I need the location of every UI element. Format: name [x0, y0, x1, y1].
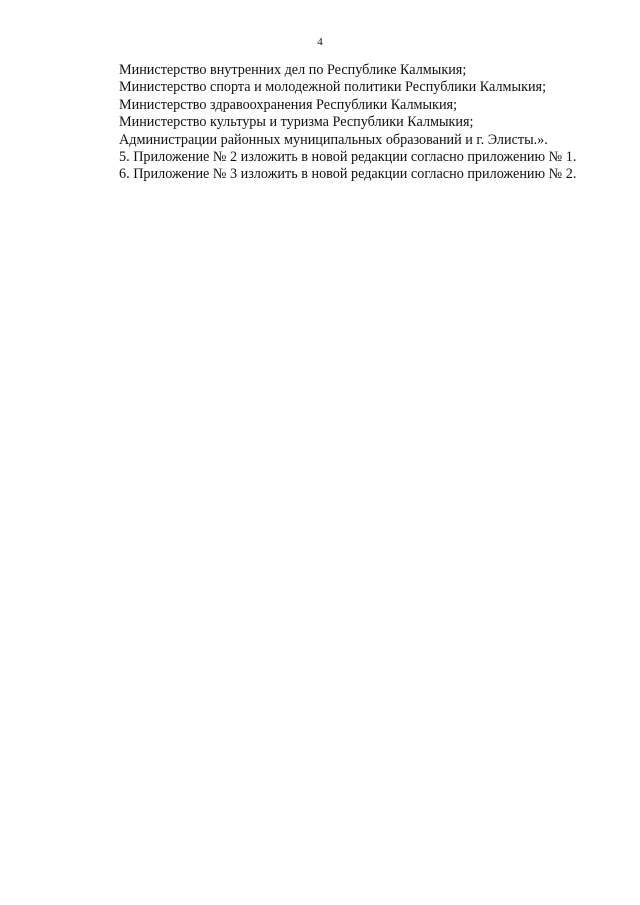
list-item: Министерство внутренних дел по Республике Калмыкия; [119, 62, 467, 78]
list-item: Администрации районных муниципальных образований и г. Элисты.». [119, 131, 548, 148]
page-number: 4 [317, 36, 323, 48]
list-item: Министерство спорта и молодежной политики Республики Калмыкия; [119, 79, 547, 96]
document-body [80, 62, 597, 184]
paragraph-item-6: 6. Приложение № 3 изложить в новой редакции согласно приложению № 2. [119, 166, 577, 183]
paragraph-item-5: 5. Приложение № 2 изложить в новой редакции согласно приложению № 1. [119, 149, 577, 166]
list-item: Министерство культуры и туризма Республики Калмыкия; [119, 114, 474, 131]
list-item: Министерство здравоохранения Республики Калмыкия; [119, 96, 458, 113]
